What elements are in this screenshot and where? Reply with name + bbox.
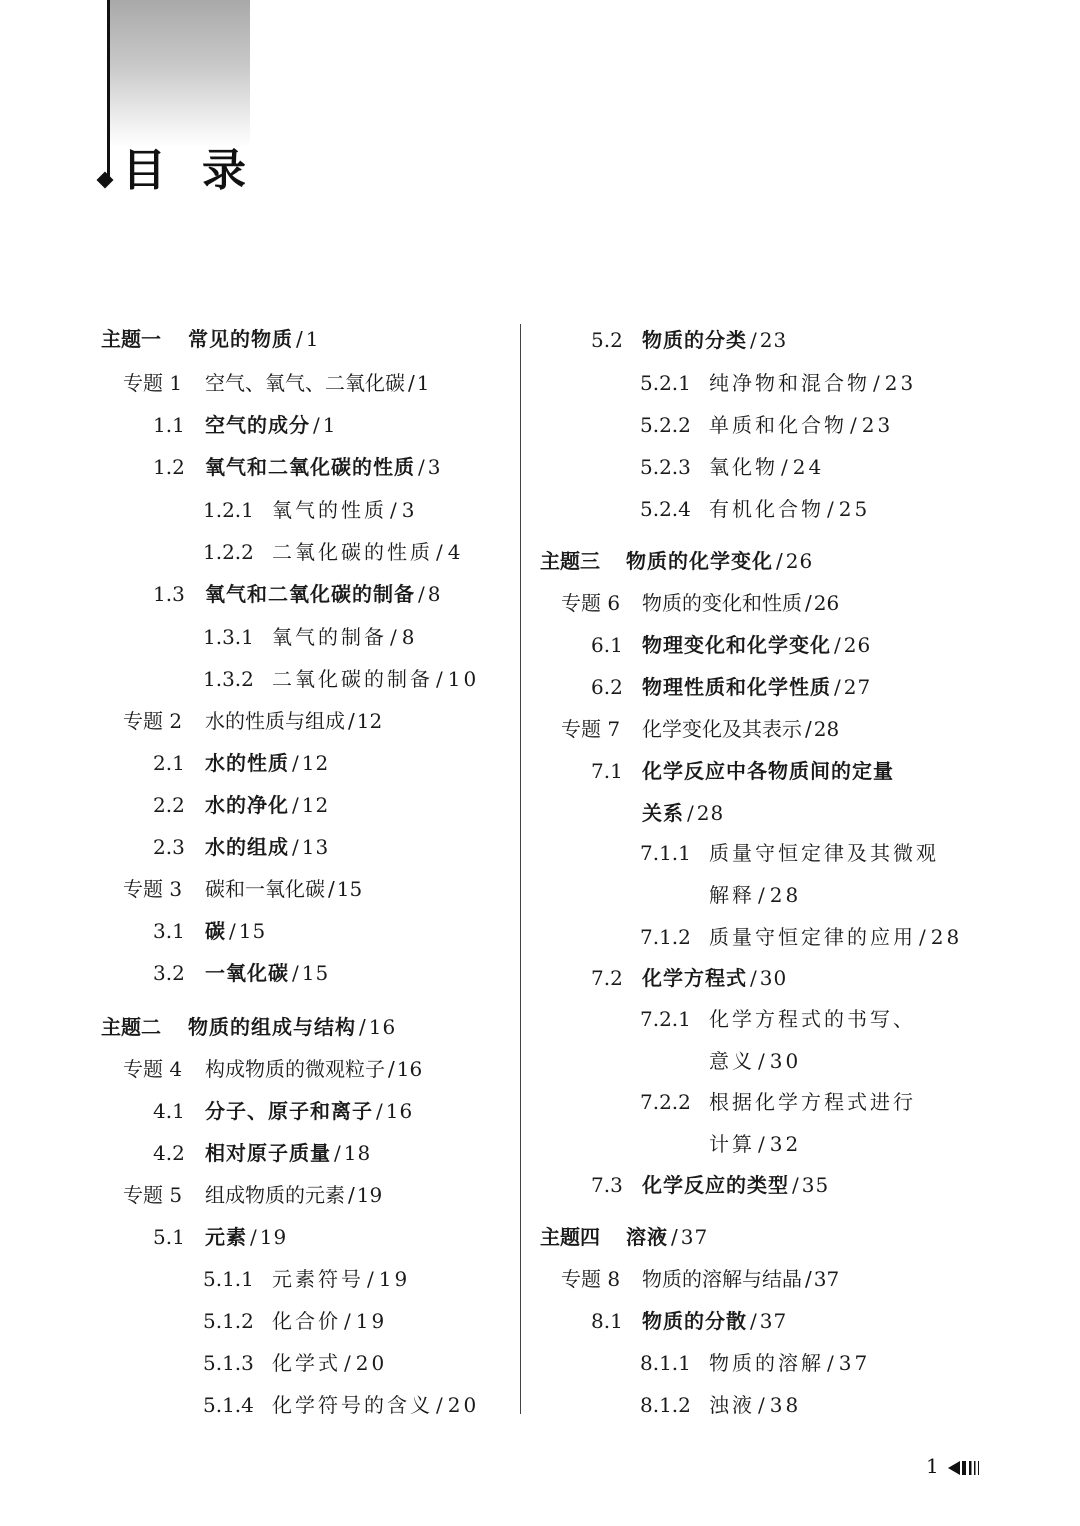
toc-entry-title: 化学反应中各物质间的定量 — [642, 759, 894, 783]
page-separator: / — [750, 328, 758, 352]
toc-entry-title: 二氧化碳的制备 — [272, 667, 433, 691]
page-separator: / — [292, 793, 300, 817]
toc-entry-page: 23 — [861, 413, 894, 437]
toc-entry-number: 7.2.2 — [640, 1090, 691, 1114]
toc-entry-title: 物质的溶解与结晶 — [642, 1267, 802, 1291]
toc-entry-page: 18 — [343, 1141, 372, 1165]
toc-entry-title: 空气、氧气、二氧化碳 — [205, 371, 405, 395]
page-separator: / — [348, 709, 355, 733]
toc-entry-title: 化学反应的类型 — [642, 1173, 789, 1197]
toc-entry-title: 常见的物质 — [188, 327, 293, 351]
page-title-char-1: 目 — [122, 145, 168, 196]
page-separator: / — [418, 455, 426, 479]
toc-entry-number: 1.3 — [153, 582, 185, 606]
toc-entry-page: 1 — [416, 371, 430, 395]
page-separator: / — [390, 498, 400, 522]
toc-entry-page: 13 — [301, 835, 330, 859]
toc-entry-page: 12 — [356, 709, 383, 733]
toc-entry-page: 10 — [447, 667, 480, 691]
toc-entry-number: 5.1.1 — [203, 1267, 254, 1291]
page-separator: / — [758, 1049, 768, 1073]
toc-entry-title: 分子、原子和离子 — [205, 1099, 373, 1123]
page-title-char-2: 录 — [202, 145, 248, 196]
toc-entry-page: 23 — [884, 371, 917, 395]
toc-entry-page: 19 — [378, 1267, 411, 1291]
toc-entry-page: 26 — [843, 633, 872, 657]
toc-entry-number: 6.2 — [591, 675, 623, 699]
toc-entry-page: 8 — [401, 625, 418, 649]
toc-entry-number: 专题 4 — [123, 1057, 183, 1081]
toc-entry-page: 28 — [769, 883, 802, 907]
toc-entry-number: 主题四 — [540, 1225, 600, 1249]
page-separator: / — [758, 1393, 768, 1417]
toc-entry-number: 5.2.2 — [640, 413, 691, 437]
toc-entry-title: 化学符号的含义 — [272, 1393, 433, 1417]
toc-entry-number: 3.2 — [153, 961, 185, 985]
toc-entry-page: 8 — [427, 582, 442, 606]
toc-entry-number: 5.2 — [591, 328, 623, 352]
toc-entry-page: 37 — [838, 1351, 871, 1375]
toc-entry-page: 28 — [696, 801, 725, 825]
toc-entry-page: 23 — [759, 328, 788, 352]
toc-entry-page: 28 — [930, 925, 963, 949]
toc-entry-number: 专题 3 — [123, 877, 183, 901]
toc-entry-page: 15 — [336, 877, 363, 901]
toc-entry-title: 纯净物和混合物 — [709, 371, 870, 395]
toc-entry-title: 物理性质和化学性质 — [642, 675, 831, 699]
toc-entry-title: 物质的化学变化 — [626, 549, 773, 573]
toc-entry-number: 专题 7 — [561, 717, 621, 741]
toc-entry-page: 15 — [238, 919, 267, 943]
toc-entry-page: 16 — [396, 1057, 423, 1081]
toc-entry-number: 1.1 — [153, 413, 185, 437]
page-separator: / — [750, 966, 758, 990]
toc-entry-title: 空气的成分 — [205, 413, 310, 437]
toc-entry-title: 水的净化 — [205, 793, 289, 817]
page-separator: / — [776, 549, 784, 573]
toc-entry-page: 27 — [843, 675, 872, 699]
toc-entry-page: 20 — [355, 1351, 388, 1375]
toc-entry-number: 5.1.2 — [203, 1309, 254, 1333]
toc-entry-page: 16 — [385, 1099, 414, 1123]
toc-entry-page: 19 — [356, 1183, 383, 1207]
page-separator: / — [850, 413, 860, 437]
toc-entry-page: 3 — [427, 455, 442, 479]
toc-entry-title: 一氧化碳 — [205, 961, 289, 985]
page-separator: / — [418, 582, 426, 606]
page-separator: / — [827, 1351, 837, 1375]
toc-entry-page: 37 — [759, 1309, 788, 1333]
page-separator: / — [834, 675, 842, 699]
toc-entry-page: 32 — [769, 1132, 802, 1156]
page-separator: / — [671, 1225, 679, 1249]
page-separator: / — [805, 1267, 812, 1291]
toc-entry-title: 计算 — [709, 1132, 755, 1156]
toc-entry-number: 7.2 — [591, 966, 623, 990]
toc-entry-title: 氧化物 — [709, 455, 778, 479]
toc-entry-title: 物质的分散 — [642, 1309, 747, 1333]
page-separator: / — [792, 1173, 800, 1197]
toc-entry-number: 专题 2 — [123, 709, 183, 733]
page-separator: / — [376, 1099, 384, 1123]
toc-entry-page: 16 — [368, 1015, 397, 1039]
toc-entry-title: 碳和一氧化碳 — [205, 877, 325, 901]
toc-entry-title: 溶液 — [626, 1225, 668, 1249]
header-vertical-rule — [107, 0, 110, 182]
toc-entry-title: 浊液 — [709, 1393, 755, 1417]
toc-entry-title: 水的组成 — [205, 835, 289, 859]
page-separator: / — [388, 1057, 395, 1081]
toc-entry-page: 35 — [801, 1173, 830, 1197]
toc-entry-title: 物质的组成与结构 — [188, 1015, 356, 1039]
toc-entry-number: 7.1.1 — [640, 841, 691, 865]
page-separator: / — [296, 327, 304, 351]
page-separator: / — [805, 717, 812, 741]
toc-entry-number: 7.1 — [591, 759, 623, 783]
toc-entry-title: 化学方程式 — [642, 966, 747, 990]
toc-entry-page: 19 — [259, 1225, 288, 1249]
page-marker-icon — [946, 1458, 986, 1478]
toc-entry-title: 物理变化和化学变化 — [642, 633, 831, 657]
page-separator: / — [348, 1183, 355, 1207]
toc-entry-number: 1.2.1 — [203, 498, 254, 522]
toc-entry-number: 专题 5 — [123, 1183, 183, 1207]
toc-entry-page: 12 — [301, 793, 330, 817]
toc-entry-number: 5.2.3 — [640, 455, 691, 479]
toc-entry-title: 二氧化碳的性质 — [272, 540, 433, 564]
column-divider — [520, 324, 521, 1414]
toc-entry-number: 5.1 — [153, 1225, 185, 1249]
toc-entry-title: 碳 — [205, 919, 226, 943]
toc-entry-number: 5.2.4 — [640, 497, 691, 521]
page-separator: / — [359, 1015, 367, 1039]
toc-entry-title: 水的性质 — [205, 751, 289, 775]
header-gradient-block — [107, 0, 250, 148]
page-separator: / — [436, 540, 446, 564]
toc-entry-title: 物质的溶解 — [709, 1351, 824, 1375]
page-number: 1 — [926, 1454, 939, 1478]
toc-entry-number: 4.1 — [153, 1099, 185, 1123]
toc-entry-page: 1 — [305, 327, 320, 351]
toc-entry-title: 质量守恒定律的应用 — [709, 925, 916, 949]
toc-entry-title: 组成物质的元素 — [205, 1183, 345, 1207]
page-separator: / — [292, 835, 300, 859]
toc-entry-page: 26 — [813, 591, 840, 615]
toc-entry-title: 化学方程式的书写、 — [709, 1007, 916, 1031]
toc-entry-page: 38 — [769, 1393, 802, 1417]
page-separator: / — [758, 883, 768, 907]
toc-entry-number: 1.3.1 — [203, 625, 254, 649]
page-separator: / — [344, 1351, 354, 1375]
toc-entry-number: 7.3 — [591, 1173, 623, 1197]
toc-entry-title: 关系 — [642, 801, 684, 825]
toc-entry-number: 2.1 — [153, 751, 185, 775]
toc-entry-title: 氧气的制备 — [272, 625, 387, 649]
toc-entry-number: 5.1.3 — [203, 1351, 254, 1375]
toc-entry-title: 单质和化合物 — [709, 413, 847, 437]
page-separator: / — [805, 591, 812, 615]
toc-entry-number: 1.2.2 — [203, 540, 254, 564]
toc-entry-title: 解释 — [709, 883, 755, 907]
toc-entry-page: 19 — [355, 1309, 388, 1333]
toc-entry-page: 1 — [322, 413, 337, 437]
page-separator: / — [313, 413, 321, 437]
toc-entry-page: 30 — [769, 1049, 802, 1073]
toc-entry-page: 12 — [301, 751, 330, 775]
toc-entry-number: 7.2.1 — [640, 1007, 691, 1031]
toc-entry-title: 水的性质与组成 — [205, 709, 345, 733]
toc-entry-page: 26 — [785, 549, 814, 573]
page-separator: / — [390, 625, 400, 649]
toc-entry-page: 37 — [680, 1225, 709, 1249]
toc-entry-page: 3 — [401, 498, 418, 522]
toc-entry-number: 1.3.2 — [203, 667, 254, 691]
page-separator: / — [827, 497, 837, 521]
page-separator: / — [334, 1141, 342, 1165]
toc-entry-number: 7.1.2 — [640, 925, 691, 949]
toc-entry-title: 化合价 — [272, 1309, 341, 1333]
page-separator: / — [750, 1309, 758, 1333]
toc-entry-number: 6.1 — [591, 633, 623, 657]
toc-entry-number: 4.2 — [153, 1141, 185, 1165]
toc-entry-number: 主题三 — [540, 549, 600, 573]
toc-entry-title: 相对原子质量 — [205, 1141, 331, 1165]
page-separator: / — [758, 1132, 768, 1156]
toc-entry-title: 有机化合物 — [709, 497, 824, 521]
header-diamond-marker — [97, 172, 114, 189]
toc-entry-number: 专题 1 — [123, 371, 183, 395]
toc-entry-page: 24 — [792, 455, 825, 479]
page-title — [122, 134, 248, 198]
toc-entry-number: 1.2 — [153, 455, 185, 479]
toc-entry-title: 化学变化及其表示 — [642, 717, 802, 741]
toc-entry-number: 8.1 — [591, 1309, 623, 1333]
toc-entry-title: 根据化学方程式进行 — [709, 1090, 916, 1114]
toc-entry-title: 氧气和二氧化碳的性质 — [205, 455, 415, 479]
toc-entry-title: 氧气和二氧化碳的制备 — [205, 582, 415, 606]
toc-entry-page: 30 — [759, 966, 788, 990]
toc-entry-page: 25 — [838, 497, 871, 521]
toc-entry-number: 5.1.4 — [203, 1393, 254, 1417]
page-separator: / — [436, 1393, 446, 1417]
page-separator: / — [367, 1267, 377, 1291]
page-separator: / — [873, 371, 883, 395]
toc-entry-page: 37 — [813, 1267, 840, 1291]
page-separator: / — [344, 1309, 354, 1333]
toc-entry-title: 构成物质的微观粒子 — [205, 1057, 385, 1081]
toc-entry-title: 意义 — [709, 1049, 755, 1073]
toc-entry-page: 28 — [813, 717, 840, 741]
toc-entry-page: 20 — [447, 1393, 480, 1417]
toc-entry-title: 化学式 — [272, 1351, 341, 1375]
page-separator: / — [229, 919, 237, 943]
toc-entry-page: 4 — [447, 540, 464, 564]
toc-entry-title: 质量守恒定律及其微观 — [709, 841, 939, 865]
toc-entry-title: 氧气的性质 — [272, 498, 387, 522]
page-separator: / — [919, 925, 929, 949]
page-separator: / — [408, 371, 415, 395]
toc-entry-number: 2.2 — [153, 793, 185, 817]
toc-entry-title: 元素 — [205, 1225, 247, 1249]
page-separator: / — [328, 877, 335, 901]
page-separator: / — [781, 455, 791, 479]
page-separator: / — [834, 633, 842, 657]
toc-entry-number: 8.1.1 — [640, 1351, 691, 1375]
page-separator: / — [292, 751, 300, 775]
page-separator: / — [436, 667, 446, 691]
page-separator: / — [250, 1225, 258, 1249]
toc-entry-title: 物质的分类 — [642, 328, 747, 352]
toc-entry-title: 元素符号 — [272, 1267, 364, 1291]
toc-entry-title: 物质的变化和性质 — [642, 591, 802, 615]
toc-entry-number: 5.2.1 — [640, 371, 691, 395]
toc-entry-number: 2.3 — [153, 835, 185, 859]
toc-entry-number: 8.1.2 — [640, 1393, 691, 1417]
toc-entry-page: 15 — [301, 961, 330, 985]
page-separator: / — [292, 961, 300, 985]
toc-entry-number: 3.1 — [153, 919, 185, 943]
toc-entry-number: 专题 8 — [561, 1267, 621, 1291]
toc-entry-number: 主题二 — [101, 1015, 161, 1039]
toc-entry-number: 专题 6 — [561, 591, 621, 615]
page-separator: / — [687, 801, 695, 825]
toc-entry-number: 主题一 — [101, 327, 161, 351]
